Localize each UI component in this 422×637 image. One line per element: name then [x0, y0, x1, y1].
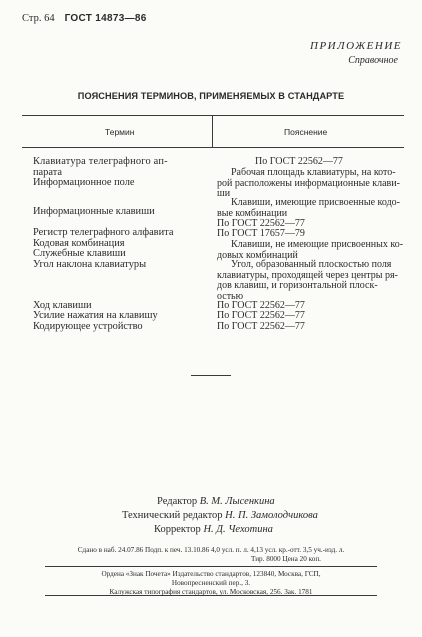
term-text: Угол наклона клавиатуры — [33, 259, 147, 270]
imprint-print-data — [0, 546, 422, 564]
explanation-text: По ГОСТ 22562—77 — [255, 156, 343, 167]
term-text: Информационное поле — [33, 177, 135, 188]
explanation-cell — [217, 229, 405, 240]
proofreader-role: Корректор — [154, 524, 201, 535]
explanation-text: По ГОСТ 22562—77 — [217, 218, 305, 229]
explanation-cell — [217, 260, 405, 302]
tech-editor-name: Н. П. Замолодчикова — [225, 510, 318, 521]
column-header-explanation: Пояснение — [284, 127, 328, 137]
document-title: ПОЯСНЕНИЯ ТЕРМИНОВ, ПРИМЕНЯЕМЫХ В СТАНДАРТЕ — [77, 91, 345, 101]
imprint-line: Сдано в наб. 24.07.86 Подп. к печ. 13.10.86 4,0 усл. п. л. 4,13 усл. кр.-отт. 3,5 уч.-изд. л. — [77, 546, 345, 554]
table-header-rule — [22, 147, 404, 148]
tech-editor-line — [122, 510, 318, 521]
explanation-text: По ГОСТ 22562—77 — [217, 300, 305, 311]
end-rule — [191, 375, 231, 376]
term-text: Служебные клавиши — [33, 248, 126, 259]
editor-role: Редактор — [157, 496, 198, 507]
term-text: Информационные клавиши — [33, 206, 155, 217]
explanation-text: дов клавиш, и горизонтальной плоск- — [217, 280, 378, 291]
explanation-text: клавиатуры, проходящей через центры ря- — [217, 269, 398, 281]
term-text: Ход клавиши — [33, 300, 92, 311]
table-top-rule — [22, 115, 404, 116]
explanation-text: остью — [217, 290, 244, 302]
explanation-cell — [217, 198, 405, 219]
imprint-line: Калужская типография стандартов, ул. Московская, 256. Зак. 1781 — [109, 588, 313, 596]
explanation-cell — [217, 311, 405, 322]
explanation-text: По ГОСТ 22562—77 — [217, 310, 305, 321]
explanation-text: Угол, образованный плоскостью поля — [231, 259, 392, 270]
explanation-text: По ГОСТ 17657—79 — [217, 228, 305, 239]
explanation-text: рой расположены информационные клави- — [217, 177, 400, 189]
proofreader-line — [154, 524, 273, 535]
term-text: Регистр телеграфного алфавита — [33, 227, 174, 238]
explanation-cell — [217, 168, 405, 200]
imprint-line: Тир. 8000 Цена 20 коп. — [251, 555, 321, 563]
term-text: Усилие нажатия на клавишу — [33, 310, 158, 321]
explanation-text: Клавиши, не имеющие присвоенных ко- — [231, 239, 404, 250]
explanation-text: довых комбинаций — [217, 249, 298, 261]
page-number: Стр. 64 — [22, 13, 55, 24]
explanation-text: Клавиши, имеющие присвоенные кодо- — [231, 197, 400, 208]
term-cell — [33, 311, 158, 322]
editor-name: В. М. Лысенкина — [199, 496, 275, 507]
explanation-text: Рабочая площадь клавиатуры, на кото- — [231, 167, 396, 178]
page-header — [22, 13, 147, 24]
tech-editor-role: Технический редактор — [122, 510, 223, 521]
proofreader-name: Н. Д. Чехотина — [203, 524, 273, 535]
column-header-term: Термин — [105, 127, 135, 137]
appendix-status: Справочное — [348, 55, 398, 66]
imprint-line: Ордена «Знак Почета» Издательство стандартов, 123840, Москва, ГСП, — [101, 570, 321, 578]
term-cell — [33, 207, 155, 218]
term-cell — [33, 178, 135, 189]
term-cell — [33, 249, 126, 260]
explanation-cell — [217, 322, 405, 333]
table-column-divider — [212, 115, 213, 147]
term-text: Кодовая комбинация — [33, 238, 125, 249]
imprint-rule — [45, 566, 377, 567]
explanation-text: По ГОСТ 22562—77 — [217, 321, 305, 332]
term-text: Клавиатура телеграфного ап- — [33, 156, 168, 167]
explanation-cell — [217, 157, 405, 168]
editor-line — [157, 496, 275, 507]
standard-code: ГОСТ 14873—86 — [64, 13, 147, 24]
explanation-text: ши — [217, 188, 231, 199]
term-cell — [33, 228, 173, 239]
term-cell — [33, 260, 146, 271]
term-cell — [33, 322, 143, 333]
explanation-text: вые комбинации — [217, 207, 288, 219]
explanation-cell — [217, 240, 405, 261]
term-text: Кодирующее устройство — [33, 321, 143, 332]
term-cell — [33, 157, 168, 178]
appendix-title: ПРИЛОЖЕНИЕ — [310, 40, 402, 52]
term-text: парата — [33, 166, 62, 178]
imprint-line: Новопресненский пер., 3. — [171, 579, 251, 587]
imprint-publisher — [0, 570, 422, 597]
